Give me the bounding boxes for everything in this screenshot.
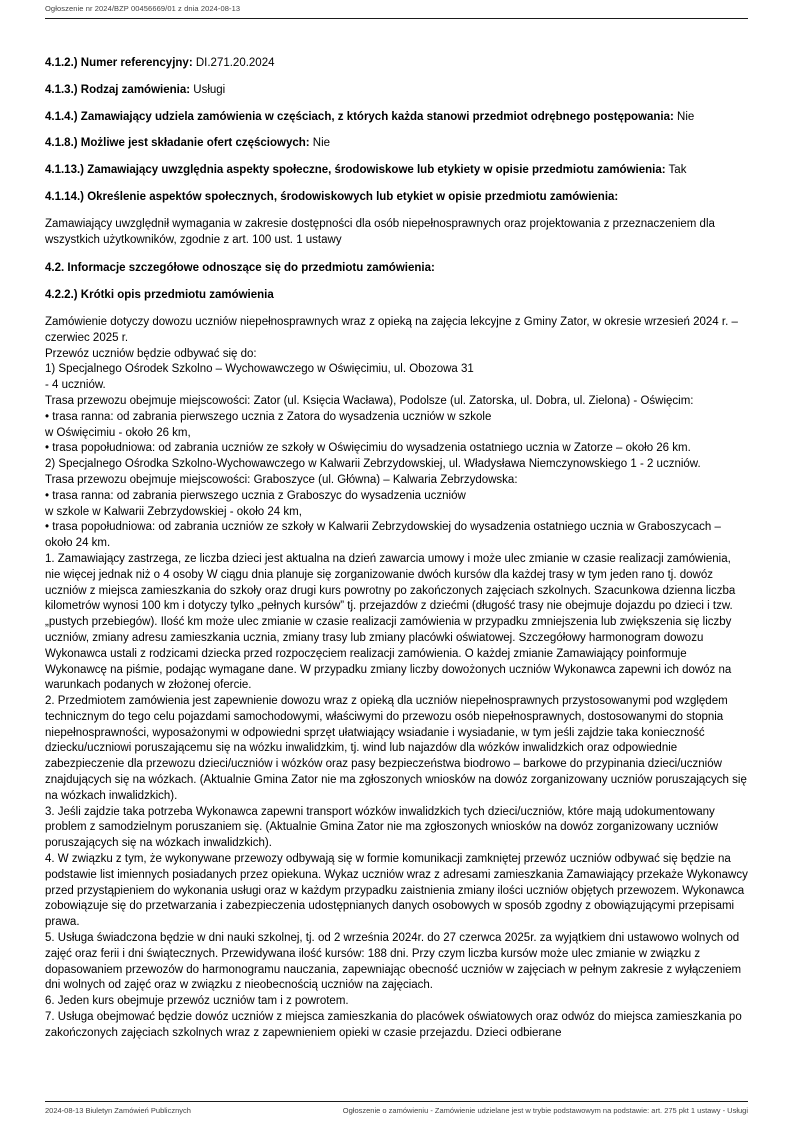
description-line: w Oświęcimiu - około 26 km, xyxy=(45,426,191,439)
description-line: Zamówienie dotyczy dowozu uczniów niepełnosprawnych wraz z opieką na zajęcia lekcyjne z Gminy Zator, w okresie wrzesień 2024 r. – czerwiec 2025 r. xyxy=(45,315,738,344)
section-label: 4.1.13.) Zamawiający uwzględnia aspekty społeczne, środowiskowe lub etykiety w opisie przedmiotu zamówienia: xyxy=(45,164,666,177)
footer-procedure-note: Ogłoszenie o zamówieniu - Zamówienie udzielane jest w trybie podstawowym na podstawie: art. 275 pkt 1 ustawy - Usługi xyxy=(342,1106,748,1115)
page-header xyxy=(45,0,748,19)
section-heading: 4.1.4.) Zamawiający udziela zamówienia w częściach, z których każda stanowi przedmiot odrębnego postępowania: Nie xyxy=(45,110,695,123)
short-description-text xyxy=(45,315,748,1042)
description-line: 3. Jeśli zajdzie taka potrzeba Wykonawca zapewni transport wózków inwalidzkich tych dzieci/uczniów, które mają udokumentowany problem z samodzielnym poruszaniem się. (Aktualnie Gmina Zator nie ma zgłoszonych wniosków na dowóz zorganizowany uczniów poruszających się na wózkach inwalidzkich). xyxy=(45,805,719,850)
description-line: 7. Usługa obejmować będzie dowóz uczniów z miejsca zamieszkania do placówek oświatowych oraz odwóz do miejsca zamieszkania po zakończonych zajęciach szkolnych wraz z zapewnieniem opieki w czasie przejazdu. Dzieci odbierane xyxy=(45,1011,742,1039)
description-line: Przewóz uczniów będzie odbywać się do: xyxy=(45,347,257,360)
description-line: 5. Usługa świadczona będzie w dni nauki szkolnej, tj. od 2 września 2024r. do 27 czerwca 2025r. za wyjątkiem dni ustawowo wolnych od zajęć oraz ferii i dni świątecznych. Przewidywana ilość kursów: 188 dni. Przy czym liczba kursów może ulec zmianie w związku z dopasowaniem przewozów do harmonogramu nauczania, zapewniając obecność uczniów w zajęciach w pełnym zakresie z wyłączeniem dni wolnych od zajęć oraz w związku z nieobecnością uczniów na zajęciach. xyxy=(45,932,742,992)
description-line: 4. W związku z tym, że wykonywane przewozy odbywają się w formie komunikacji zamkniętej przewóz uczniów odbywać się będzie na podstawie list imiennych posiadanych przez opiekuna. Wykaz uczniów wraz z adresami zamieszkania Zamawiający przekaże Wykonawcy przed przystąpieniem do wykonania usługi oraz w każdym przypadku zaistnienia zmiany ilości uczniów objętych przewozem. Wykonawca zobowiązuje się do przetwarzania i zabezpieczenia udostępnianych danych osobowych w sposób zgodny z obowiązującymi przepisami prawa. xyxy=(45,853,748,929)
description-line: • trasa popołudniowa: od zabrania uczniów ze szkoły w Kalwarii Zebrzydowskiej do wysadzenia ostatniego ucznia w Graboszycach – około 24 km. xyxy=(45,521,721,550)
description-line: Trasa przewozu obejmuje miejscowości: Graboszyce (ul. Główna) – Kalwaria Zebrzydowska: xyxy=(45,473,518,486)
description-line: • trasa ranna: od zabrania pierwszego ucznia z Graboszyc do wysadzenia uczniów xyxy=(45,489,466,502)
section-heading xyxy=(45,190,748,206)
description-line: 1. Zamawiający zastrzega, ze liczba dzieci jest aktualna na dzień zawarcia umowy i może ulec zmianie w czasie realizacji zamówienia, nie więcej jednak niż o 4 osoby W ciągu dnia planuje się zorganizowanie dwóch kursów dla każdej trasy w tym jeden rano tj. dowóz uczniów z miejsca zamieszkania do szkoły oraz drugi kurs powrotny po zakończonych zajęciach szkolnych. Szacunkowa dzienna liczba kilometrów wynosi 100 km i dotyczy tylko „pełnych kursów” tj. przejazdów z dziećmi (długość trasy nie obejmuje dojazdu po dzieci i tzw. „pustych przebiegów). Ilość km może ulec zmianie w czasie realizacji zamówienia w przypadku zmniejszenia lub zwiększenia się liczby uczniów, zmiany adresu zamieszkania ucznia, zmiany trasy lub zmiany placówki oświatowej. Szczegółowy harmonogram dowozu Wykonawca ustali z rodzicami dziecka przed rozpoczęciem realizacji zamówienia. O każdej zmianie Zamawiający poinformuje Wykonawcę na piśmie, podając wymagane dane. W przypadku zmiany liczby dowożonych uczniów Wykonawca zapewni ich dowóz na warunkach podanych w złożonej ofercie. xyxy=(45,552,736,692)
announcement-content xyxy=(45,19,748,1042)
detail-info-heading: 4.2. Informacje szczegółowe odnoszące się do przedmiotu zamówienia: xyxy=(45,262,435,275)
section-label: 4.1.3.) Rodzaj zamówienia: xyxy=(45,83,191,96)
footer-bulletin-note: 2024-08-13 Biuletyn Zamówień Publicznych xyxy=(45,1106,191,1115)
description-line: 2) Specjalnego Ośrodka Szkolno-Wychowawczego w Kalwarii Zebrzydowskiej, ul. Władysława Niemczynowskiego 1 - 2 uczniów. xyxy=(45,458,701,471)
page-footer xyxy=(45,1101,748,1115)
description-line: 6. Jeden kurs obejmuje przewóz uczniów tam i z powrotem. xyxy=(45,995,349,1008)
description-line: • trasa popołudniowa: od zabrania uczniów ze szkoły w Oświęcimiu do wysadzenia ostatniego ucznia w Zatorze – około 26 km. xyxy=(45,442,691,455)
section-heading: 4.1.13.) Zamawiający uwzględnia aspekty społeczne, środowiskowe lub etykiety w opisie przedmiotu zamówienia: Tak xyxy=(45,164,687,177)
description-line: • trasa ranna: od zabrania pierwszego ucznia z Zatora do wysadzenia uczniów w szkole xyxy=(45,410,492,423)
section-heading: 4.1.2.) Numer referencyjny: DI.271.20.2024 xyxy=(45,57,275,69)
announcement-number-note: Ogłoszenie nr 2024/BZP 00456669/01 z dnia 2024-08-13 xyxy=(45,4,241,13)
section-label: 4.1.4.) Zamawiający udziela zamówienia w częściach, z których każda stanowi przedmiot odrębnego postępowania: xyxy=(45,110,674,123)
accessibility-paragraph: Zamawiający uwzględnił wymagania w zakresie dostępności dla osób niepełnosprawnych oraz projektowania z przeznaczeniem dla wszystkich użytkowników, zgodnie z art. 100 ust. 1 ustawy xyxy=(45,217,715,246)
section-headings-list xyxy=(45,56,748,206)
section-heading: 4.1.3.) Rodzaj zamówienia: Usługi xyxy=(45,83,226,96)
description-line: Trasa przewozu obejmuje miejscowości: Zator (ul. Księcia Wacława), Podolsze (ul. Zatorska, ul. Dobra, ul. Zielona) - Oświęcim: xyxy=(45,394,694,407)
description-line: 1) Specjalnego Ośrodek Szkolno – Wychowawczego w Oświęcimiu, ul. Obozowa 31 xyxy=(45,363,474,376)
short-description-heading: 4.2.2.) Krótki opis przedmiotu zamówienia xyxy=(45,289,274,302)
section-label: 4.1.2.) Numer referencyjny: xyxy=(45,57,193,69)
section-heading: 4.1.8.) Możliwe jest składanie ofert częściowych: Nie xyxy=(45,137,331,150)
description-line: - 4 uczniów. xyxy=(45,379,106,392)
section-label: 4.1.14.) Określenie aspektów społecznych, środowiskowych lub etykiet w opisie przedmiotu zamówienia: xyxy=(45,190,619,203)
description-line: w szkole w Kalwarii Zebrzydowskiej - około 24 km, xyxy=(45,505,302,518)
section-label: 4.1.8.) Możliwe jest składanie ofert częściowych: xyxy=(45,137,310,150)
description-line: 2. Przedmiotem zamówienia jest zapewnienie dowozu wraz z opieką dla uczniów niepełnosprawnych przystosowanymi pod względem technicznym do tego celu pojazdami samochodowymi, właściwymi do przewozu osób niepełnosprawnych, dostosowanymi do stopnia niepełnosprawności, wyposażonymi w odpowiedni sprzęt ułatwiający wsiadanie i wysiadanie, w tym jeśli zajdzie taka konieczność dziecku/uczniowi poruszającemu się na wózku inwalidzkim, tj. wind lub najazdów dla wózków inwalidzkich oraz odpowiednie zabezpieczenie dla przewozu dzieci/uczniów i wózków oraz pasy bezpieczeństwa biodrowo – barkowe do przypinania dzieci/uczniów znajdujących się na wózkach. (Aktualnie Gmina Zator nie ma zgłoszonych wniosków na dowóz zorganizowany uczniów poruszających się na wózkach inwalidzkich). xyxy=(45,695,747,802)
